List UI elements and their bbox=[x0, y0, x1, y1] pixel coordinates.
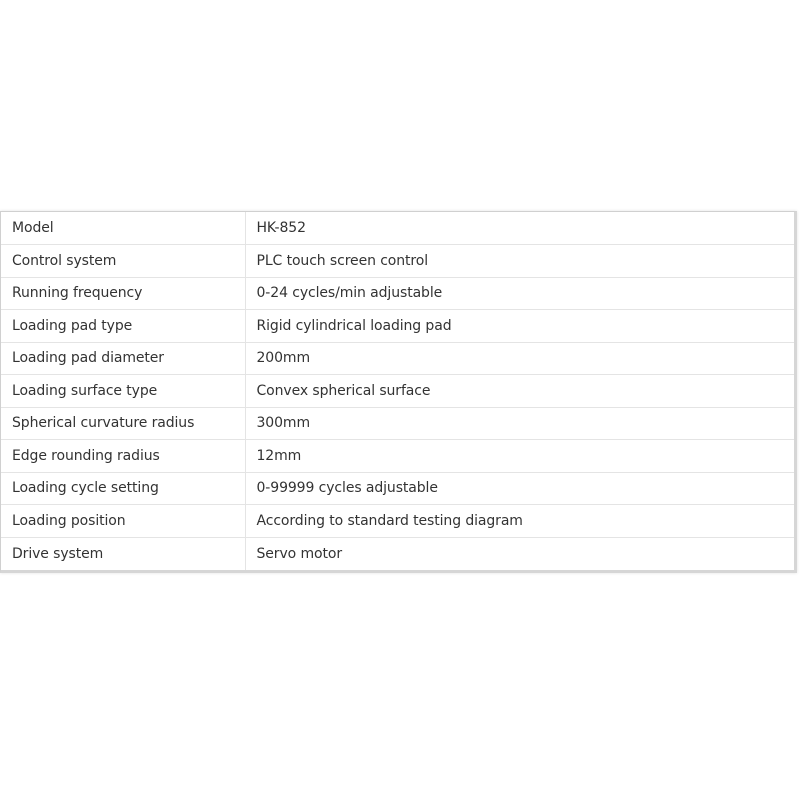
spec-label: Drive system bbox=[1, 537, 245, 570]
table-row bbox=[1, 310, 794, 343]
table-row bbox=[1, 212, 794, 245]
spec-value: Rigid cylindrical loading pad bbox=[245, 310, 794, 343]
spec-value: 12mm bbox=[245, 440, 794, 473]
spec-label: Running frequency bbox=[1, 277, 245, 310]
spec-value: Convex spherical surface bbox=[245, 375, 794, 408]
spec-table bbox=[1, 212, 794, 570]
table-row bbox=[1, 472, 794, 505]
table-row bbox=[1, 505, 794, 538]
spec-label: Edge rounding radius bbox=[1, 440, 245, 473]
table-row bbox=[1, 537, 794, 570]
spec-value: 0-24 cycles/min adjustable bbox=[245, 277, 794, 310]
table-row bbox=[1, 407, 794, 440]
spec-value: HK-852 bbox=[245, 212, 794, 245]
table-row bbox=[1, 277, 794, 310]
table-row bbox=[1, 375, 794, 408]
spec-label: Model bbox=[1, 212, 245, 245]
table-row bbox=[1, 245, 794, 278]
spec-label: Loading position bbox=[1, 505, 245, 538]
spec-value: Servo motor bbox=[256, 545, 342, 562]
spec-label: Loading surface type bbox=[1, 375, 245, 408]
spec-value: PLC touch screen control bbox=[245, 245, 794, 278]
spec-label: Control system bbox=[1, 245, 245, 278]
spec-value: 300mm bbox=[245, 407, 794, 440]
spec-value: 200mm bbox=[245, 342, 794, 375]
spec-table-container bbox=[0, 211, 797, 573]
table-row bbox=[1, 342, 794, 375]
spec-value: According to standard testing diagram bbox=[245, 505, 794, 538]
table-row bbox=[1, 440, 794, 473]
spec-value: 0-99999 cycles adjustable bbox=[245, 472, 794, 505]
spec-label: Spherical curvature radius bbox=[1, 407, 245, 440]
spec-label: Loading cycle setting bbox=[1, 472, 245, 505]
spec-label: Loading pad type bbox=[1, 310, 245, 343]
spec-label: Loading pad diameter bbox=[1, 342, 245, 375]
